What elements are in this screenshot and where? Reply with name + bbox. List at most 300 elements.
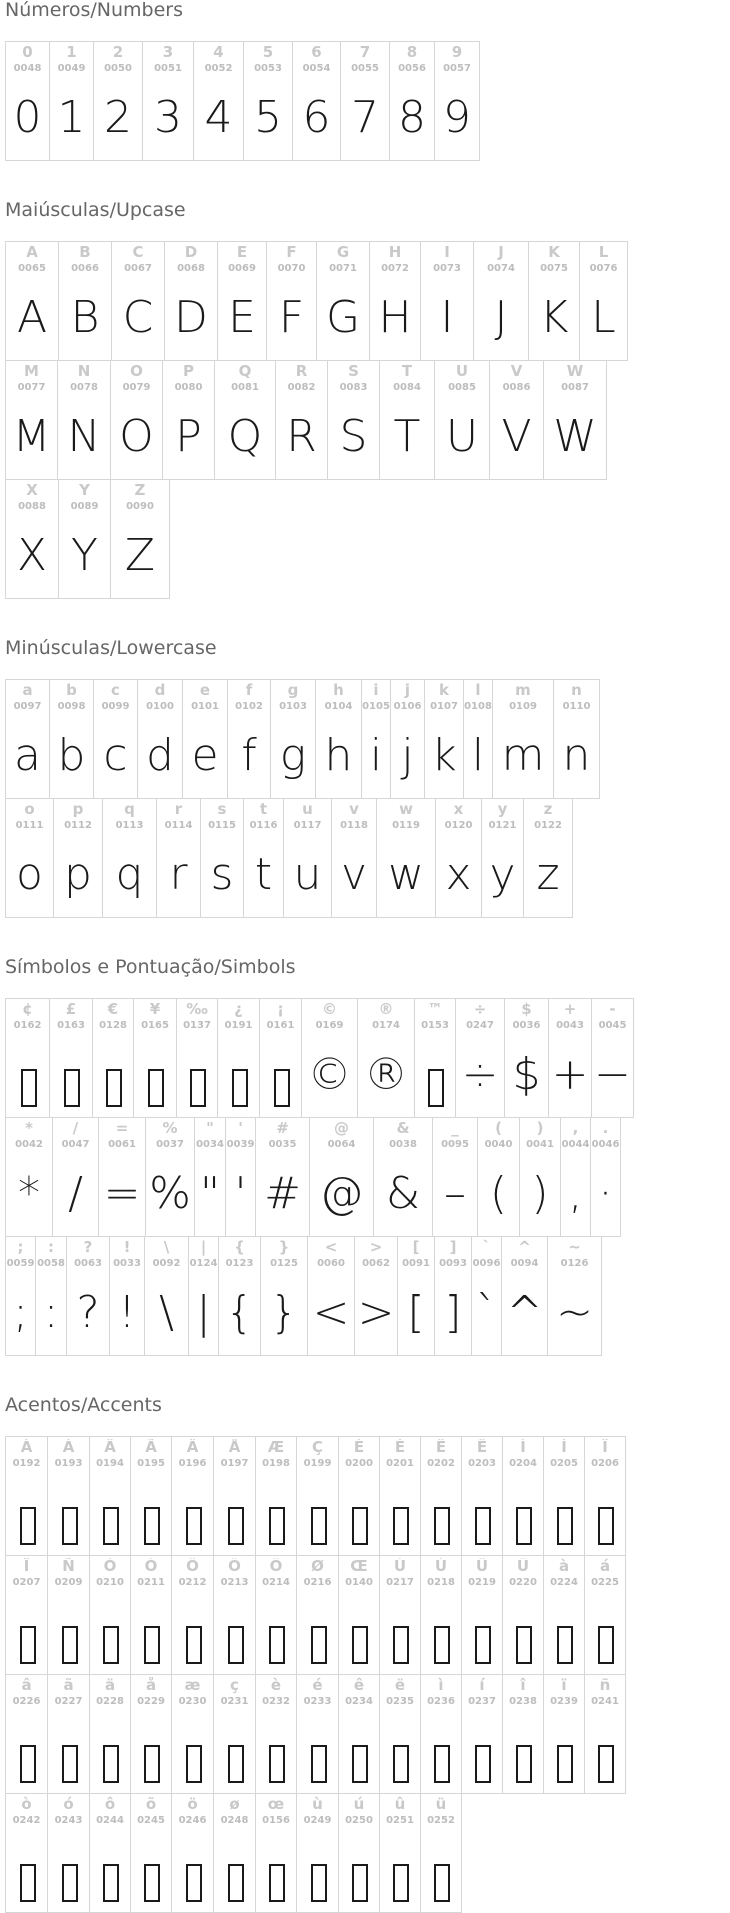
character-code: 0041 xyxy=(526,1139,554,1150)
glyph-cell xyxy=(57,360,111,480)
reference-character: ¥ xyxy=(149,1001,161,1018)
section-title-lowercase: Minúsculas/Lowercase xyxy=(5,637,217,659)
character-code: 0212 xyxy=(178,1577,207,1588)
glyph-cell xyxy=(92,998,134,1118)
glyph-cell xyxy=(502,1674,544,1794)
font-glyph-sample: M xyxy=(12,411,51,462)
character-code: 0085 xyxy=(448,382,476,393)
reference-character: ¿ xyxy=(234,1001,243,1018)
accents-row xyxy=(5,1555,625,1675)
reference-character: x xyxy=(453,801,464,818)
character-code: 0161 xyxy=(266,1020,295,1031)
character-code: 0251 xyxy=(386,1815,414,1826)
reference-character: Á xyxy=(62,1439,75,1456)
character-code: 0098 xyxy=(57,701,86,712)
character-code: 0244 xyxy=(96,1815,124,1826)
glyph-cell xyxy=(296,1555,339,1675)
glyph-cell xyxy=(579,241,628,361)
character-code: 0192 xyxy=(12,1458,41,1469)
missing-glyph-box-icon xyxy=(186,1626,202,1664)
missing-glyph-box-icon xyxy=(475,1745,491,1783)
reference-character: l xyxy=(475,682,481,699)
font-glyph-sample: # xyxy=(264,1168,301,1219)
missing-glyph-box-icon xyxy=(311,1507,327,1545)
character-code: 0239 xyxy=(550,1696,578,1707)
character-code: 0112 xyxy=(64,820,92,831)
character-code: 0209 xyxy=(54,1577,83,1588)
font-glyph-sample: p xyxy=(64,849,92,900)
character-code: 0113 xyxy=(115,820,144,831)
reference-character: ] xyxy=(449,1239,457,1256)
character-code: 0197 xyxy=(220,1458,249,1469)
glyph-cell xyxy=(47,1436,90,1556)
reference-character: h xyxy=(333,682,344,699)
character-code: 0071 xyxy=(329,263,357,274)
reference-character: F xyxy=(286,244,297,261)
missing-glyph-box-icon xyxy=(148,1069,164,1107)
character-code: 0052 xyxy=(204,63,233,74)
reference-character: * xyxy=(25,1120,33,1137)
missing-glyph-box-icon xyxy=(20,1626,36,1664)
reference-character: L xyxy=(598,244,609,261)
missing-glyph-box-icon xyxy=(228,1864,244,1902)
character-code: 0219 xyxy=(468,1577,496,1588)
glyph-cell xyxy=(255,1117,310,1237)
character-code: 0097 xyxy=(13,701,42,712)
reference-character: G xyxy=(336,244,350,261)
font-glyph-sample: i xyxy=(369,730,383,781)
character-code: 0198 xyxy=(262,1458,290,1469)
glyph-cell xyxy=(354,1236,398,1356)
glyph-cell xyxy=(5,1236,36,1356)
glyph-cell xyxy=(390,679,425,799)
font-glyph-sample: e xyxy=(191,730,219,781)
missing-glyph-box-icon xyxy=(62,1745,78,1783)
glyph-cell xyxy=(461,1436,503,1556)
font-glyph-sample: ) xyxy=(531,1168,549,1219)
font-glyph-sample: t xyxy=(254,849,273,900)
font-glyph-sample: ^ xyxy=(506,1287,543,1338)
section-title-symbols: Símbolos e Pontuação/Simbols xyxy=(5,956,296,978)
reference-character: õ xyxy=(145,1796,157,1813)
character-code: 0066 xyxy=(71,263,99,274)
character-code: 0061 xyxy=(108,1139,136,1150)
font-glyph-sample: % xyxy=(149,1168,191,1219)
character-code: 0227 xyxy=(54,1696,83,1707)
reference-character: C xyxy=(132,244,144,261)
character-code: 0205 xyxy=(550,1458,578,1469)
glyph-cell xyxy=(548,998,592,1118)
missing-glyph-box-icon xyxy=(269,1745,285,1783)
reference-character: Ù xyxy=(393,1558,407,1575)
reference-character: \ xyxy=(163,1239,170,1256)
font-glyph-sample: w xyxy=(388,849,424,900)
missing-glyph-box-icon xyxy=(598,1745,614,1783)
glyph-cell xyxy=(543,1674,585,1794)
glyph-cell xyxy=(584,1674,626,1794)
font-glyph-sample: V xyxy=(501,411,532,462)
glyph-cell xyxy=(5,1436,48,1556)
character-code: 0047 xyxy=(61,1139,90,1150)
character-code: 0083 xyxy=(339,382,368,393)
reference-character: ä xyxy=(104,1677,116,1694)
reference-character: { xyxy=(234,1239,245,1256)
font-glyph-sample: [ xyxy=(407,1287,425,1338)
glyph-cell xyxy=(591,998,634,1118)
glyph-cell xyxy=(217,998,260,1118)
font-glyph-sample: g xyxy=(279,730,307,781)
font-glyph-sample: z xyxy=(536,849,560,900)
glyph-cell xyxy=(379,1436,421,1556)
character-code: 0070 xyxy=(277,263,306,274)
accents-row xyxy=(5,1674,625,1794)
reference-character: k xyxy=(439,682,449,699)
font-glyph-sample: A xyxy=(16,292,48,343)
character-code: 0054 xyxy=(302,63,331,74)
reference-character: ? xyxy=(83,1239,93,1256)
character-code: 0092 xyxy=(152,1258,181,1269)
character-code: 0042 xyxy=(15,1139,43,1150)
character-code: 0234 xyxy=(345,1696,373,1707)
reference-character: © xyxy=(322,1001,337,1018)
font-glyph-sample: E xyxy=(228,292,256,343)
character-code: 0246 xyxy=(178,1815,207,1826)
reference-character: b xyxy=(66,682,77,699)
reference-character: J xyxy=(498,244,504,261)
missing-glyph-box-icon xyxy=(228,1626,244,1664)
font-glyph-sample: Y xyxy=(71,530,98,581)
character-code: 0109 xyxy=(509,701,537,712)
character-code: 0123 xyxy=(225,1258,254,1269)
character-code: 0201 xyxy=(386,1458,414,1469)
glyph-cell xyxy=(309,1117,374,1237)
reference-character: ¢ xyxy=(22,1001,33,1018)
character-code: 0249 xyxy=(303,1815,332,1826)
font-glyph-sample: " xyxy=(199,1168,221,1219)
character-code: 0037 xyxy=(156,1139,184,1150)
reference-character: . xyxy=(602,1120,609,1137)
reference-character: Ä xyxy=(186,1439,199,1456)
font-glyph-sample: f xyxy=(241,730,257,781)
reference-character: B xyxy=(79,244,91,261)
reference-character: " xyxy=(206,1120,214,1137)
missing-glyph-box-icon xyxy=(393,1507,409,1545)
glyph-cell xyxy=(47,1674,90,1794)
section-title-upcase: Maiúsculas/Upcase xyxy=(5,199,186,221)
glyph-cell xyxy=(35,1236,67,1356)
missing-glyph-box-icon xyxy=(269,1507,285,1545)
missing-glyph-box-icon xyxy=(311,1626,327,1664)
font-glyph-sample: = xyxy=(103,1168,141,1219)
missing-glyph-box-icon xyxy=(311,1864,327,1902)
glyph-cell xyxy=(455,998,505,1118)
font-glyph-sample: N xyxy=(67,411,101,462)
missing-glyph-box-icon xyxy=(393,1745,409,1783)
glyph-cell xyxy=(255,1436,297,1556)
reference-character: æ xyxy=(184,1677,201,1694)
glyph-cell xyxy=(260,1236,308,1356)
glyph-cell xyxy=(5,679,50,799)
character-code: 0247 xyxy=(466,1020,494,1031)
missing-glyph-box-icon xyxy=(103,1507,119,1545)
character-code: 0100 xyxy=(146,701,174,712)
reference-character: Ç xyxy=(311,1439,323,1456)
reference-character: 4 xyxy=(213,44,224,61)
reference-character: ó xyxy=(63,1796,74,1813)
reference-character: Å xyxy=(228,1439,241,1456)
glyph-cell xyxy=(315,679,362,799)
glyph-cell xyxy=(584,1436,626,1556)
missing-glyph-box-icon xyxy=(144,1507,160,1545)
missing-glyph-box-icon xyxy=(144,1745,160,1783)
reference-character: á xyxy=(599,1558,611,1575)
font-glyph-sample: c xyxy=(103,730,128,781)
glyph-cell xyxy=(145,1117,195,1237)
glyph-cell xyxy=(327,360,380,480)
reference-character: | xyxy=(200,1239,207,1256)
glyph-cell xyxy=(270,679,316,799)
reference-character: g xyxy=(287,682,299,699)
glyph-cell xyxy=(543,1555,585,1675)
character-code: 0046 xyxy=(591,1139,620,1150)
missing-glyph-box-icon xyxy=(434,1864,450,1902)
reference-character: Â xyxy=(104,1439,116,1456)
glyph-cell xyxy=(543,1436,585,1556)
reference-character: Z xyxy=(134,482,146,499)
symbols-row xyxy=(5,998,633,1118)
character-code: 0220 xyxy=(509,1577,537,1588)
character-code: 0204 xyxy=(509,1458,537,1469)
section-title-numbers: Números/Numbers xyxy=(5,0,183,21)
glyph-cell xyxy=(5,479,59,599)
glyph-cell xyxy=(142,41,194,161)
character-code: 0137 xyxy=(183,1020,211,1031)
reference-character: 2 xyxy=(112,44,124,61)
reference-character: Õ xyxy=(228,1558,241,1575)
glyph-cell xyxy=(379,360,435,480)
reference-character: ì xyxy=(438,1677,444,1694)
glyph-cell xyxy=(473,241,529,361)
reference-character: ( xyxy=(495,1120,502,1137)
character-code: 0099 xyxy=(101,701,130,712)
glyph-cell xyxy=(5,998,50,1118)
glyph-cell xyxy=(102,798,157,918)
glyph-cell xyxy=(130,1674,172,1794)
character-code: 0090 xyxy=(126,501,154,512)
glyph-cell xyxy=(130,1555,172,1675)
font-glyph-sample: 8 xyxy=(398,92,426,143)
reference-character: M xyxy=(24,363,39,380)
reference-character: é xyxy=(312,1677,323,1694)
glyph-cell xyxy=(379,1674,421,1794)
character-code: 0117 xyxy=(293,820,322,831)
character-code: 0053 xyxy=(254,63,282,74)
character-code: 0065 xyxy=(18,263,46,274)
reference-character: ‰ xyxy=(186,1001,208,1018)
font-glyph-sample: 7 xyxy=(351,92,379,143)
character-code: 0111 xyxy=(15,820,44,831)
glyph-cell xyxy=(130,1436,172,1556)
glyph-cell xyxy=(89,1793,131,1913)
glyph-cell xyxy=(49,679,94,799)
font-glyph-sample: m xyxy=(501,730,545,781)
missing-glyph-box-icon xyxy=(598,1626,614,1664)
glyph-cell xyxy=(255,1793,297,1913)
missing-glyph-box-icon xyxy=(20,1864,36,1902)
missing-glyph-box-icon xyxy=(103,1745,119,1783)
glyph-cell xyxy=(217,241,267,361)
font-glyph-sample: K xyxy=(539,292,569,343)
character-code: 0224 xyxy=(550,1577,578,1588)
font-glyph-sample: o xyxy=(16,849,43,900)
reference-character: u xyxy=(302,801,313,818)
glyph-cell xyxy=(435,798,482,918)
reference-character: ô xyxy=(104,1796,116,1813)
glyph-cell xyxy=(214,360,276,480)
reference-character: 5 xyxy=(262,44,274,61)
character-code: 0250 xyxy=(345,1815,373,1826)
character-code: 0043 xyxy=(556,1020,584,1031)
character-code: 0106 xyxy=(393,701,422,712)
character-code: 0245 xyxy=(137,1815,165,1826)
missing-glyph-box-icon xyxy=(352,1507,368,1545)
character-code: 0050 xyxy=(104,63,132,74)
glyph-cell xyxy=(340,41,390,161)
lowercase-row xyxy=(5,679,599,799)
font-glyph-sample: , xyxy=(568,1168,583,1219)
reference-character: R xyxy=(295,363,308,380)
accents-row xyxy=(5,1793,461,1913)
reference-character: : xyxy=(48,1239,54,1256)
glyph-cell xyxy=(176,998,218,1118)
reference-character: a xyxy=(22,682,33,699)
reference-character: Î xyxy=(602,1439,608,1456)
reference-character: m xyxy=(515,682,531,699)
glyph-cell xyxy=(5,1793,48,1913)
missing-glyph-box-icon xyxy=(20,1745,36,1783)
glyph-cell xyxy=(130,1793,172,1913)
character-code: 0248 xyxy=(220,1815,249,1826)
character-code: 0228 xyxy=(96,1696,124,1707)
character-code: 0079 xyxy=(122,382,151,393)
reference-character: $ xyxy=(521,1001,532,1018)
glyph-cell xyxy=(111,241,165,361)
glyph-cell xyxy=(213,1555,256,1675)
character-code: 0128 xyxy=(99,1020,127,1031)
missing-glyph-box-icon xyxy=(144,1864,160,1902)
missing-glyph-box-icon xyxy=(228,1745,244,1783)
font-glyph-sample: 9 xyxy=(443,92,471,143)
glyph-cell xyxy=(156,798,201,918)
missing-glyph-box-icon xyxy=(190,1069,206,1107)
reference-character: 7 xyxy=(359,44,371,61)
glyph-cell xyxy=(110,360,163,480)
font-glyph-sample: 0 xyxy=(13,92,42,143)
reference-character: 0 xyxy=(22,44,33,61)
font-glyph-sample: Z xyxy=(124,530,156,581)
character-code: 0095 xyxy=(441,1139,469,1150)
glyph-cell xyxy=(5,1555,48,1675)
font-glyph-sample: X xyxy=(16,530,48,581)
glyph-cell xyxy=(275,360,328,480)
font-glyph-sample: r xyxy=(169,849,188,900)
glyph-cell xyxy=(182,679,228,799)
reference-character: Y xyxy=(79,482,90,499)
character-code: 0122 xyxy=(534,820,562,831)
font-glyph-sample: u xyxy=(293,849,322,900)
reference-character: ÷ xyxy=(473,1001,487,1018)
character-code: 0169 xyxy=(315,1020,344,1031)
glyph-cell xyxy=(501,1236,548,1356)
glyph-cell xyxy=(584,1555,626,1675)
reference-character: s xyxy=(217,801,227,818)
character-code: 0207 xyxy=(12,1577,41,1588)
font-glyph-sample: 4 xyxy=(204,92,233,143)
character-code: 0048 xyxy=(13,63,42,74)
character-code: 0035 xyxy=(268,1139,297,1150)
character-code: 0125 xyxy=(270,1258,298,1269)
glyph-cell xyxy=(420,1436,462,1556)
glyph-cell xyxy=(420,241,474,361)
character-code: 0120 xyxy=(444,820,473,831)
glyph-cell xyxy=(357,998,415,1118)
glyph-cell xyxy=(93,41,143,161)
character-code: 0036 xyxy=(512,1020,541,1031)
glyph-cell xyxy=(504,998,549,1118)
reference-character: 9 xyxy=(451,44,463,61)
reference-character: W xyxy=(566,363,584,380)
reference-character: Ì xyxy=(520,1439,526,1456)
glyph-cell xyxy=(171,1793,214,1913)
font-glyph-sample: ' xyxy=(234,1168,247,1219)
missing-glyph-box-icon xyxy=(144,1626,160,1664)
reference-character: 8 xyxy=(406,44,418,61)
font-glyph-sample: T xyxy=(393,411,421,462)
font-glyph-sample: $ xyxy=(512,1049,541,1100)
font-glyph-sample: H xyxy=(378,292,412,343)
glyph-cell xyxy=(361,679,391,799)
character-code: 0088 xyxy=(18,501,46,512)
glyph-cell xyxy=(376,798,436,918)
missing-glyph-box-icon xyxy=(64,1069,80,1107)
glyph-cell xyxy=(331,798,377,918)
reference-character: î xyxy=(520,1677,526,1694)
reference-character: ú xyxy=(353,1796,365,1813)
font-glyph-sample: q xyxy=(115,849,144,900)
character-code: 0156 xyxy=(262,1815,290,1826)
upcase-row xyxy=(5,360,606,480)
glyph-cell xyxy=(528,241,580,361)
character-code: 0104 xyxy=(324,701,353,712)
character-code: 0087 xyxy=(561,382,589,393)
reference-character: ~ xyxy=(568,1239,581,1256)
reference-character: Ï xyxy=(23,1558,30,1575)
font-glyph-sample: j xyxy=(401,730,414,781)
character-code: 0235 xyxy=(386,1696,414,1707)
glyph-cell xyxy=(255,1674,297,1794)
glyph-cell xyxy=(296,1436,339,1556)
character-code: 0241 xyxy=(591,1696,619,1707)
reference-character: + xyxy=(563,1001,577,1018)
character-code: 0195 xyxy=(137,1458,165,1469)
character-code: 0080 xyxy=(174,382,203,393)
reference-character: Ú xyxy=(434,1558,448,1575)
character-code: 0230 xyxy=(178,1696,207,1707)
reference-character: Œ xyxy=(350,1558,368,1575)
character-code: 0115 xyxy=(208,820,236,831)
character-code: 0074 xyxy=(487,263,515,274)
font-glyph-sample: D xyxy=(174,292,208,343)
